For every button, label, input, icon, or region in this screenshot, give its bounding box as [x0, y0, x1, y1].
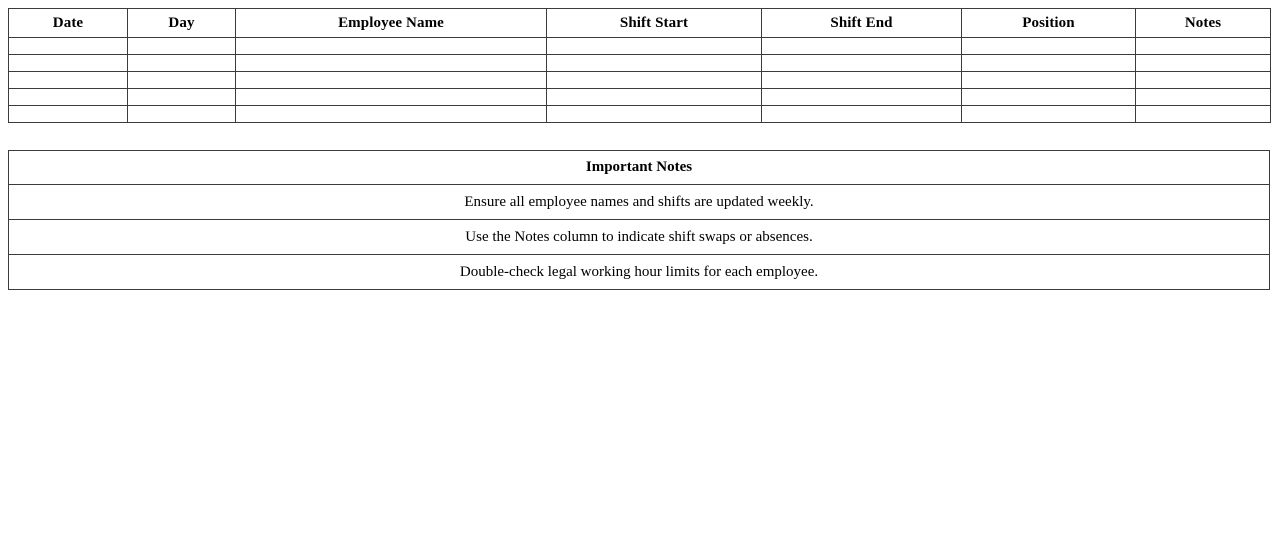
cell-day[interactable]: [128, 38, 236, 55]
cell-employee-name[interactable]: [236, 89, 547, 106]
cell-notes[interactable]: [1136, 106, 1271, 123]
cell-notes[interactable]: [1136, 89, 1271, 106]
cell-shift-start[interactable]: [547, 89, 762, 106]
column-header-employee-name: Employee Name: [236, 9, 547, 38]
table-row[interactable]: [9, 55, 1271, 72]
cell-notes[interactable]: [1136, 38, 1271, 55]
column-header-shift-start: Shift Start: [547, 9, 762, 38]
table-row[interactable]: [9, 72, 1271, 89]
important-notes-header: [9, 151, 1270, 185]
table-header-row: [9, 9, 1271, 38]
cell-employee-name[interactable]: [236, 72, 547, 89]
cell-day[interactable]: [128, 106, 236, 123]
column-header-position: Position: [962, 9, 1136, 38]
cell-shift-end[interactable]: [762, 38, 962, 55]
notes-title-row: [9, 151, 1270, 185]
note-item-1: Ensure all employee names and shifts are updated weekly.: [9, 185, 1270, 220]
cell-shift-start[interactable]: [547, 38, 762, 55]
important-notes-body: [9, 185, 1270, 290]
list-item: [9, 185, 1270, 220]
cell-position[interactable]: [962, 106, 1136, 123]
cell-date[interactable]: [9, 106, 128, 123]
column-header-shift-end: Shift End: [762, 9, 962, 38]
cell-notes[interactable]: [1136, 72, 1271, 89]
important-notes-title: Important Notes: [9, 151, 1270, 185]
column-header-date: Date: [9, 9, 128, 38]
cell-date[interactable]: [9, 38, 128, 55]
cell-shift-end[interactable]: [762, 55, 962, 72]
cell-date[interactable]: [9, 72, 128, 89]
cell-date[interactable]: [9, 55, 128, 72]
cell-employee-name[interactable]: [236, 55, 547, 72]
list-item: [9, 220, 1270, 255]
cell-employee-name[interactable]: [236, 106, 547, 123]
shift-schedule-header: [9, 9, 1271, 38]
cell-employee-name[interactable]: [236, 38, 547, 55]
cell-shift-end[interactable]: [762, 72, 962, 89]
important-notes-table-container: [8, 150, 1270, 290]
note-item-2: Use the Notes column to indicate shift swaps or absences.: [9, 220, 1270, 255]
shift-schedule-table-container: [8, 8, 1270, 123]
shift-schedule-table: [8, 8, 1271, 123]
cell-shift-start[interactable]: [547, 55, 762, 72]
cell-notes[interactable]: [1136, 55, 1271, 72]
note-item-3: Double-check legal working hour limits for each employee.: [9, 255, 1270, 290]
cell-date[interactable]: [9, 89, 128, 106]
cell-shift-start[interactable]: [547, 72, 762, 89]
cell-day[interactable]: [128, 89, 236, 106]
important-notes-table: [8, 150, 1270, 290]
cell-position[interactable]: [962, 89, 1136, 106]
cell-shift-end[interactable]: [762, 106, 962, 123]
cell-day[interactable]: [128, 72, 236, 89]
list-item: [9, 255, 1270, 290]
table-row[interactable]: [9, 89, 1271, 106]
table-row[interactable]: [9, 106, 1271, 123]
table-row[interactable]: [9, 38, 1271, 55]
column-header-notes: Notes: [1136, 9, 1271, 38]
column-header-day: Day: [128, 9, 236, 38]
cell-position[interactable]: [962, 72, 1136, 89]
cell-shift-end[interactable]: [762, 89, 962, 106]
shift-schedule-body: [9, 38, 1271, 123]
cell-day[interactable]: [128, 55, 236, 72]
cell-position[interactable]: [962, 38, 1136, 55]
cell-position[interactable]: [962, 55, 1136, 72]
cell-shift-start[interactable]: [547, 106, 762, 123]
